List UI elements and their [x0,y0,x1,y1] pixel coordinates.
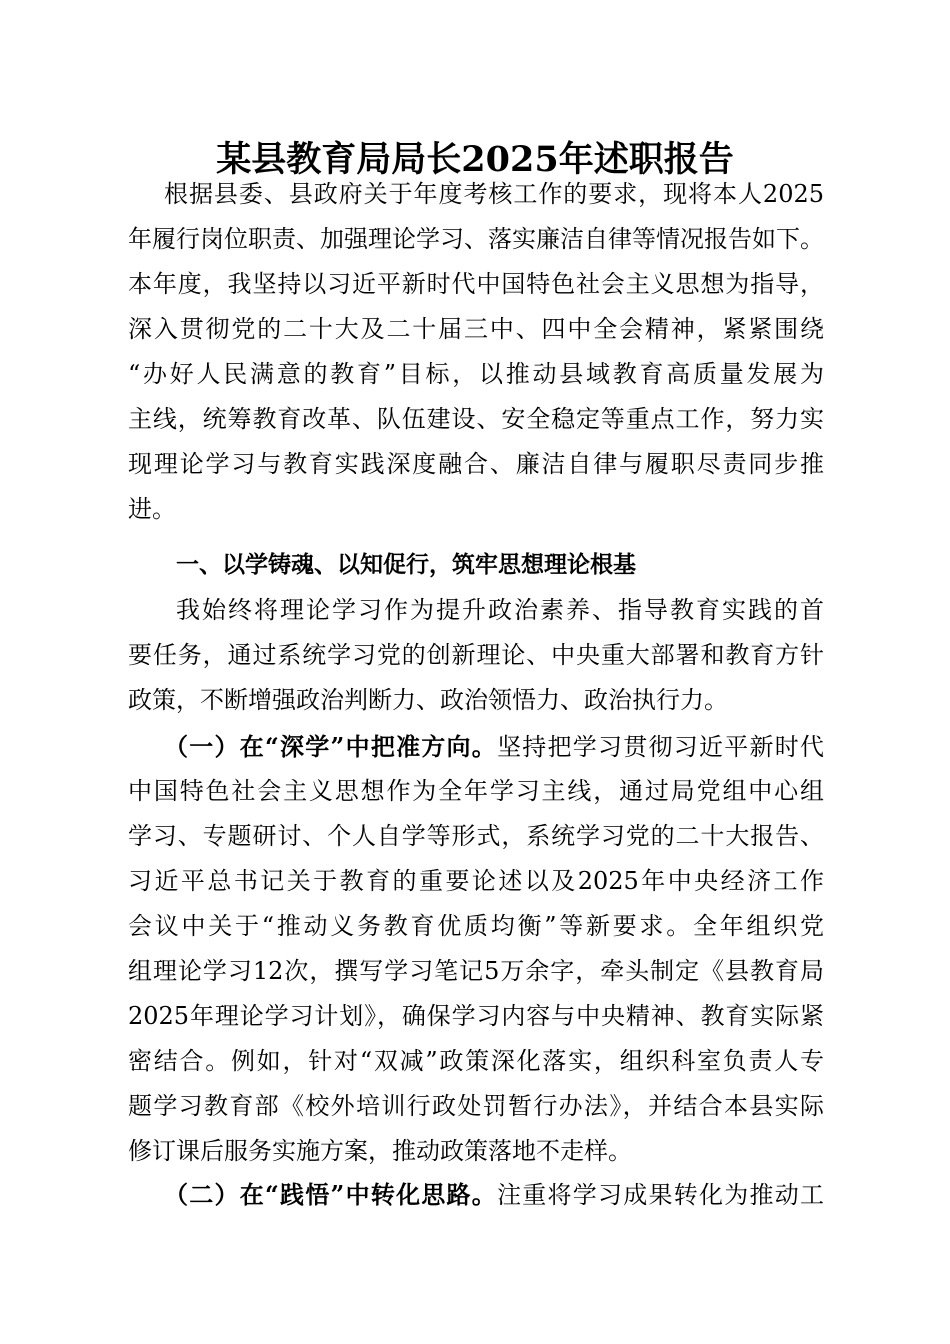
document-title: 某县教育局局长2025年述职报告 [216,139,734,180]
text-line: 习近平总书记关于教育的重要论述以及2025年中央经济工作 [128,867,824,895]
section-heading: 一、以学铸魂、以知促行，筑牢思想理论根基 [176,552,636,578]
text-line: 题学习教育部《校外培训行政处罚暂行办法》，并结合本县实际 [128,1092,824,1120]
text-run: 注重将学习成果转化为推动工 [497,1181,825,1209]
text-line: 进。 [128,495,176,523]
text-line: 我始终将理论学习作为提升政治素养、指导教育实践的首 [176,596,824,624]
subsection-first-line [128,1172,824,1217]
text-line: 组理论学习12次，撰写学习笔记5万余字，牵头制定《县教育局 [128,957,824,985]
section-1 [128,543,824,723]
text-line: 中国特色社会主义思想作为全年学习主线，通过局党组中心组 [128,777,824,805]
text-line: 要任务，通过系统学习党的创新理论、中央重大部署和教育方针 [128,641,824,669]
text-line: 修订课后服务实施方案，推动政策落地不走样。 [128,1137,632,1165]
text-run: 坚持把学习贯彻习近平新时代 [497,733,825,761]
text-line: 本年度，我坚持以习近平新时代中国特色社会主义思想为指导， [128,270,824,298]
text-line: 密结合。例如，针对“双减”政策深化落实，组织科室负责人专 [128,1047,824,1075]
text-line: “办好人民满意的教育”目标，以推动县域教育高质量发展为 [128,360,824,388]
text-line: 政策，不断增强政治判断力、政治领悟力、政治执行力。 [128,686,728,714]
subsection-lead: （二）在“践悟”中转化思路。 [164,1180,498,1209]
subsection-first-line [128,724,824,769]
text-line: 主线，统筹教育改革、队伍建设、安全稳定等重点工作，努力实 [128,405,824,433]
subsection-lead: （一）在“深学”中把准方向。 [164,732,498,761]
text-line: 深入贯彻党的二十大及二十届三中、四中全会精神，紧紧围绕 [128,315,824,343]
text-line: 2025年理论学习计划》，确保学习内容与中央精神、教育实际紧 [128,1002,824,1030]
text-line: 学习、专题研讨、个人自学等形式，系统学习党的二十大报告、 [128,822,824,850]
text-line: 现理论学习与教育实践深度融合、廉洁自律与履职尽责同步推 [128,450,824,478]
subsection-2 [128,1172,824,1217]
intro-paragraph [128,172,824,532]
text-line: 根据县委、县政府关于年度考核工作的要求，现将本人2025 [164,180,824,208]
subsection-1 [128,724,824,1174]
text-line: 会议中关于“推动义务教育优质均衡”等新要求。全年组织党 [128,912,824,940]
text-line: 年履行岗位职责、加强理论学习、落实廉洁自律等情况报告如下。 [128,225,824,253]
